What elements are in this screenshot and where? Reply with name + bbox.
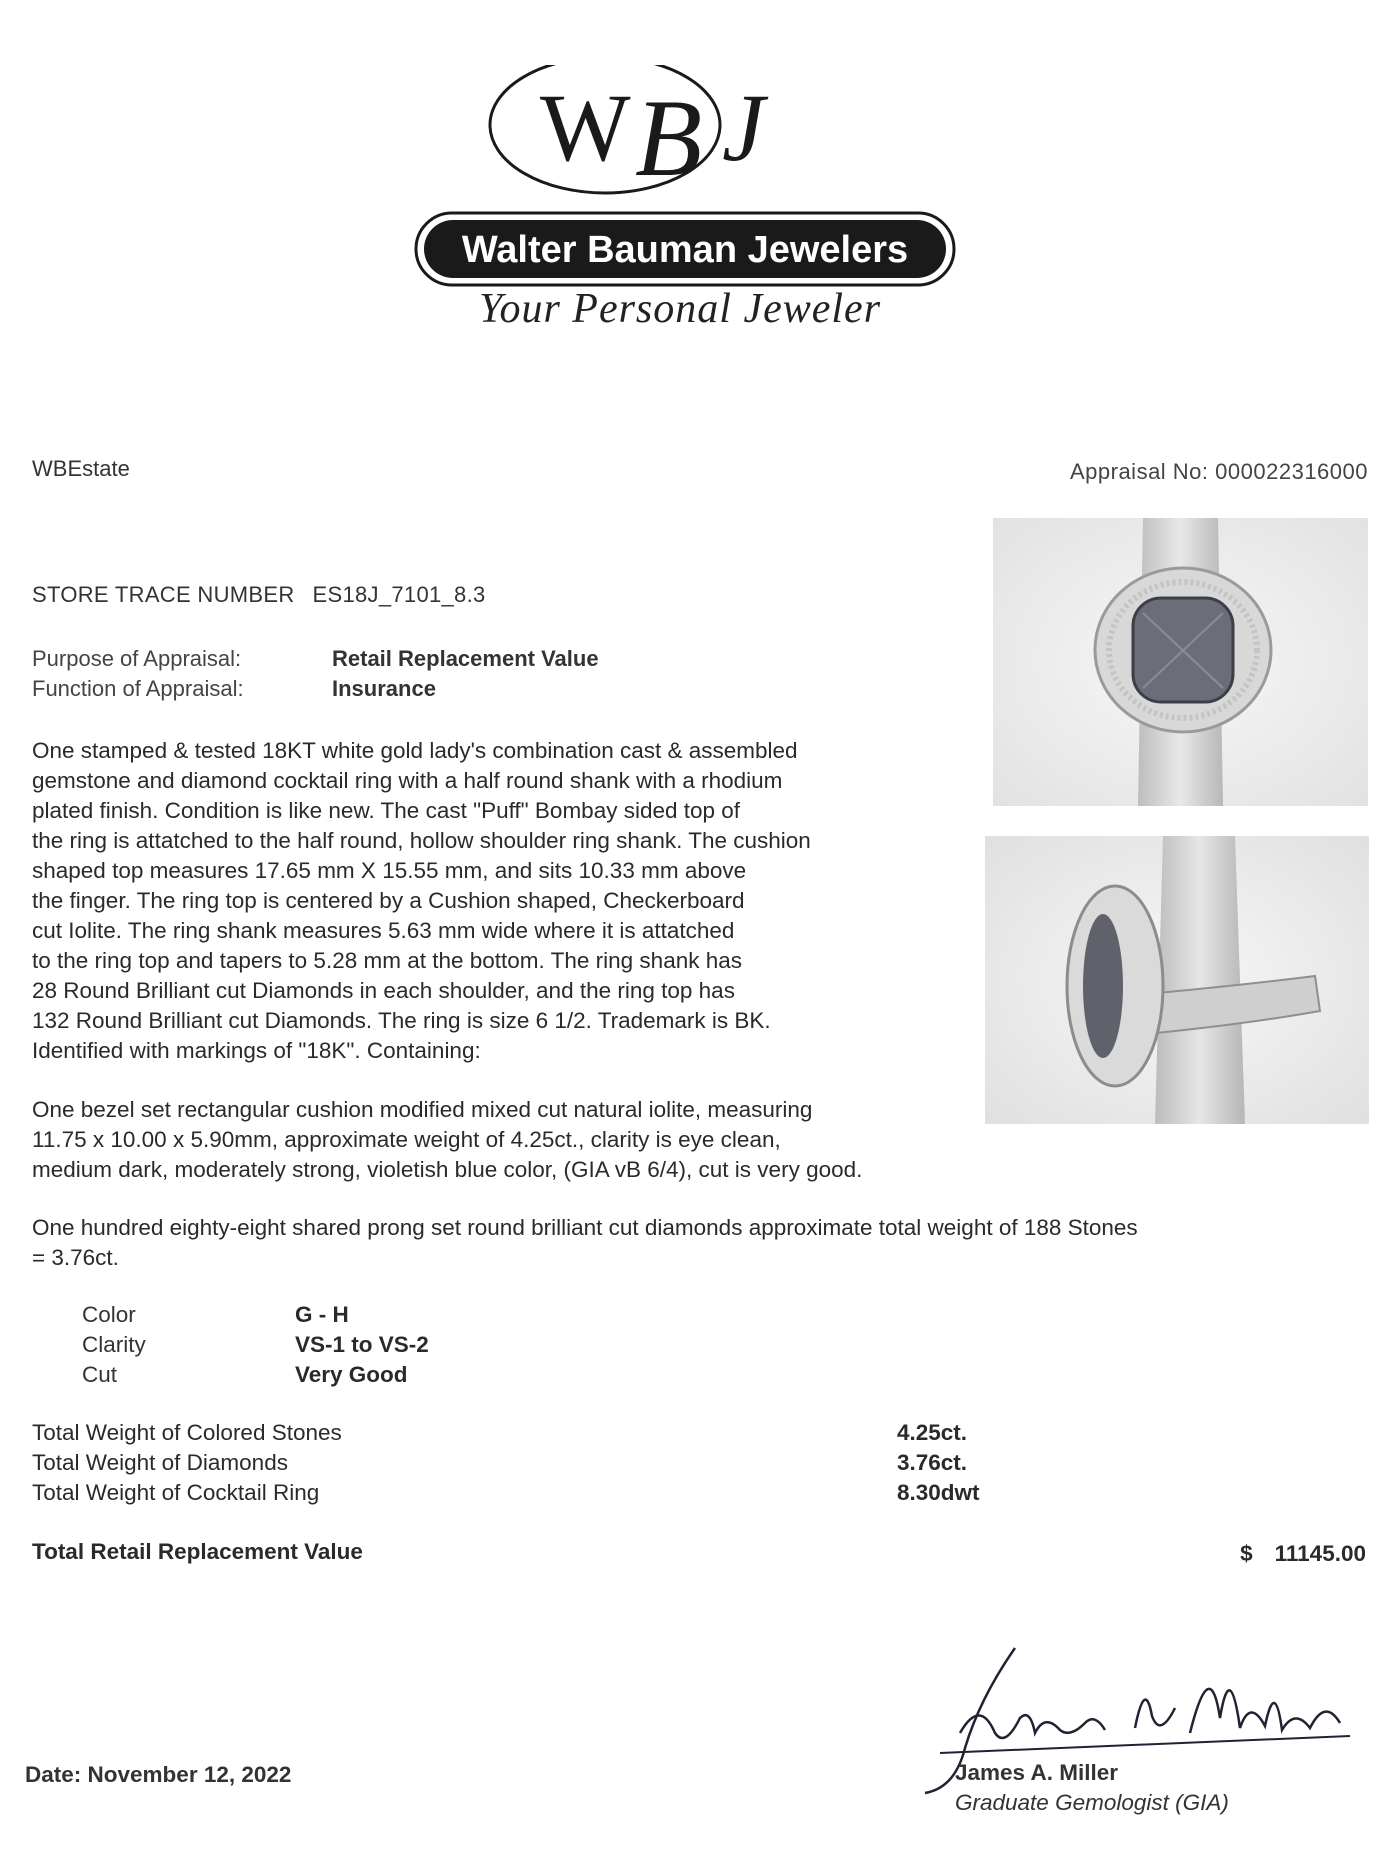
appraisal-label: Appraisal No: bbox=[1069, 459, 1209, 484]
appraisal-number bbox=[1070, 459, 1368, 485]
appraisal-value: 000022316000 bbox=[1215, 459, 1368, 484]
grade-value: G - H bbox=[295, 1302, 349, 1327]
finger-shape bbox=[1155, 836, 1245, 1124]
ring-photo-side bbox=[985, 836, 1369, 1124]
diamond-line: One hundred eighty-eight shared prong set round brilliant cut diamonds approximate total weight of 188 Stones bbox=[32, 1215, 1138, 1240]
gemstone-line: 11.75 x 10.00 x 5.90mm, approximate weight of 4.25ct., clarity is eye clean, bbox=[32, 1127, 781, 1152]
grade-label: Color bbox=[82, 1302, 136, 1327]
ring-top-image bbox=[993, 518, 1368, 806]
gemstone-description bbox=[32, 1095, 1032, 1185]
trace-label: STORE TRACE NUMBER bbox=[32, 582, 295, 607]
grade-label: Clarity bbox=[82, 1332, 146, 1357]
total-row bbox=[32, 1418, 1032, 1448]
total-value: 3.76ct. bbox=[897, 1450, 968, 1475]
total-value: 4.25ct. bbox=[897, 1420, 968, 1445]
grade-value: VS-1 to VS-2 bbox=[295, 1332, 429, 1357]
diamond-description bbox=[32, 1213, 1352, 1273]
description-line: Identified with markings of "18K". Containing: bbox=[32, 1038, 481, 1063]
total-row bbox=[32, 1478, 1032, 1508]
grade-label: Cut bbox=[82, 1362, 118, 1387]
description-line: 28 Round Brilliant cut Diamonds in each shoulder, and the ring top has bbox=[32, 978, 735, 1003]
description-line: plated finish. Condition is like new. The cast "Puff" Bombay sided top of bbox=[32, 798, 741, 823]
description-line: cut Iolite. The ring shank measures 5.63 mm wide where it is attatched bbox=[32, 918, 735, 943]
description-line: shaped top measures 17.65 mm X 15.55 mm, and sits 10.33 mm above bbox=[32, 858, 747, 883]
monogram-w: W bbox=[540, 74, 631, 181]
grade-value: Very Good bbox=[295, 1362, 408, 1387]
ring-photo-top bbox=[993, 518, 1368, 806]
weight-totals bbox=[32, 1418, 1032, 1508]
ring-description bbox=[32, 736, 982, 1066]
signatory-name: James A. Miller bbox=[955, 1760, 1118, 1785]
total-row bbox=[32, 1448, 1032, 1478]
total-value: 8.30dwt bbox=[897, 1480, 980, 1505]
monogram-j: J bbox=[722, 74, 765, 181]
gemstone-line: medium dark, moderately strong, violetish blue color, (GIA vB 6/4), cut is very good. bbox=[32, 1157, 863, 1182]
signatory-title: Graduate Gemologist (GIA) bbox=[955, 1790, 1229, 1815]
grand-total-amount: 11145.00 bbox=[1274, 1541, 1366, 1566]
total-label: Total Weight of Diamonds bbox=[32, 1450, 288, 1475]
account-name: WBEstate bbox=[32, 456, 130, 481]
purpose-label: Purpose of Appraisal: bbox=[32, 646, 242, 671]
grade-row bbox=[82, 1300, 429, 1330]
ring-side-image bbox=[985, 836, 1369, 1124]
date-label: Date: bbox=[25, 1762, 82, 1787]
diamond-line: = 3.76ct. bbox=[32, 1245, 119, 1270]
total-label: Total Weight of Colored Stones bbox=[32, 1420, 342, 1445]
diamond-grades bbox=[82, 1300, 429, 1390]
grand-total-label: Total Retail Replacement Value bbox=[32, 1539, 363, 1564]
appraisal-date bbox=[25, 1762, 291, 1788]
trace-value: ES18J_7101_8.3 bbox=[312, 582, 486, 607]
description-line: to the ring top and tapers to 5.28 mm at the bottom. The ring shank has bbox=[32, 948, 743, 973]
purpose-block bbox=[32, 644, 599, 704]
iolite-side bbox=[1083, 914, 1123, 1058]
description-line: 132 Round Brilliant cut Diamonds. The ring is size 6 1/2. Trademark is BK. bbox=[32, 1008, 771, 1033]
brand-tagline: Your Personal Jeweler bbox=[478, 286, 882, 332]
banner-text: Walter Bauman Jewelers bbox=[461, 229, 909, 271]
gemstone-line: One bezel set rectangular cushion modified mixed cut natural iolite, measuring bbox=[32, 1097, 813, 1122]
grade-row bbox=[82, 1330, 429, 1360]
purpose-value: Retail Replacement Value bbox=[332, 646, 599, 671]
grade-row bbox=[82, 1360, 429, 1390]
description-line: gemstone and diamond cocktail ring with a half round shank with a rhodium bbox=[32, 768, 783, 793]
function-label: Function of Appraisal: bbox=[32, 676, 244, 701]
description-line: One stamped & tested 18KT white gold lady's combination cast & assembled bbox=[32, 738, 798, 763]
description-line: the finger. The ring top is centered by a Cushion shaped, Checkerboard bbox=[32, 888, 745, 913]
grand-total-value bbox=[1240, 1541, 1366, 1567]
date-value: November 12, 2022 bbox=[87, 1762, 292, 1787]
description-line: the ring is attatched to the half round, hollow shoulder ring shank. The cushion bbox=[32, 828, 811, 853]
currency-symbol: $ bbox=[1240, 1541, 1253, 1566]
store-trace bbox=[32, 582, 486, 608]
total-label: Total Weight of Cocktail Ring bbox=[32, 1480, 320, 1505]
monogram-b: B bbox=[635, 77, 703, 199]
function-value: Insurance bbox=[332, 676, 436, 701]
